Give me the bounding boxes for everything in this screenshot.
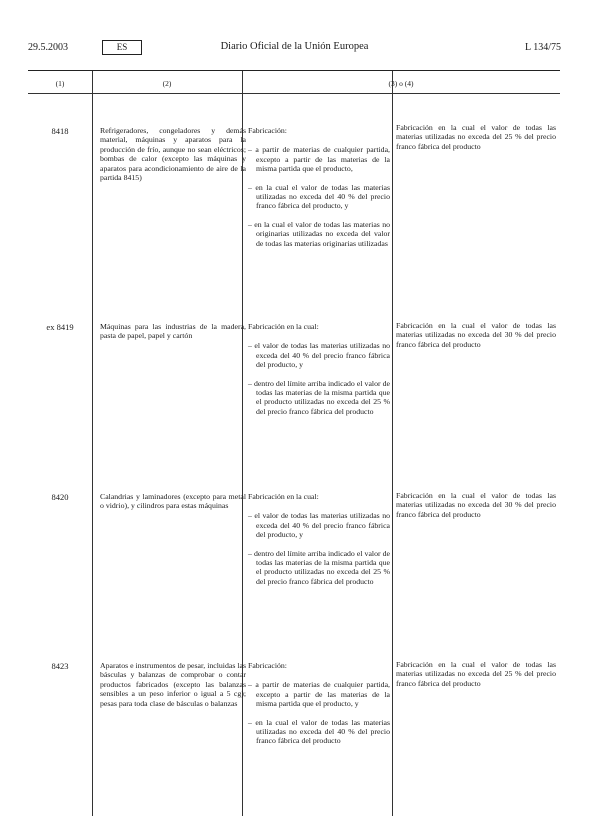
row-code: 8418 (51, 126, 69, 136)
row-alternative: Fabricación en la cual el valor de todas las materias utilizadas no exceda del 25 % del precio franco fábrica del producto (396, 123, 556, 151)
rule-item: – a partir de materias de cualquier partida, excepto a partir de las materias de la misma partida que el producto, (248, 145, 390, 174)
rule-item: – dentro del límite arriba indicado el valor de todas las materias de la misma partida que el producto utilizadas no exceda del 25 % del precio franco fábrica del producto (248, 548, 390, 586)
row-description: Refrigeradores, congeladores y demás material, máquinas y aparatos para la producción de frío, aunque no sean eléctricos; bombas de calor (excepto las máquinas y aparatos para acondicionamiento de aire de la partida 8415) (100, 126, 246, 183)
rule-item: – en la cual el valor de todas las materias utilizadas no exceda del 40 % del precio franco fábrica del producto, y (248, 182, 390, 211)
header-rule (28, 93, 560, 94)
rule-item: – a partir de materias de cualquier partida, excepto a partir de las materias de la misma partida que el producto, y (248, 680, 390, 709)
journal-title: Diario Oficial de la Unión Europea (220, 41, 369, 52)
rule-lead: Fabricación en la cual: (248, 322, 319, 331)
row-description: Aparatos e instrumentos de pesar, incluidas las básculas y balanzas de comprobar o contar productos fabricados (excepto las balanzas sensibles a un peso inferior o igual a 5 cg); pesas para toda clase de básculas o balanzas (100, 661, 246, 708)
rule-lead: Fabricación: (248, 126, 287, 135)
column-header-2: (2) (162, 79, 172, 88)
column-divider (92, 71, 93, 816)
rule-item: – el valor de todas las materias utilizadas no exceda del 40 % del precio franco fábrica del producto, y (248, 511, 390, 540)
rule-lead: Fabricación: (248, 661, 287, 670)
row-description: Máquinas para las industrias de la madera, pasta de papel, papel y cartón (100, 322, 246, 341)
row-rule (248, 126, 390, 257)
header-date: 29.5.2003 (28, 42, 68, 53)
row-rule (248, 492, 390, 595)
rule-lead: Fabricación en la cual: (248, 492, 319, 501)
row-alternative: Fabricación en la cual el valor de todas las materias utilizadas no exceda del 25 % del precio franco fábrica del producto (396, 660, 556, 688)
column-divider (392, 71, 393, 816)
rule-item: – el valor de todas las materias utilizadas no exceda del 40 % del precio franco fábrica del producto, y (248, 341, 390, 370)
row-code: 8423 (51, 661, 69, 671)
rule-item: – en la cual el valor de todas las materias no originarias utilizadas no exceda del valor de todas las materias originarias utilizadas (248, 219, 390, 248)
row-description: Calandrias y laminadores (excepto para metal o vidrio), y cilindros para estas máquinas (100, 492, 246, 511)
rule-item: – dentro del límite arriba indicado el valor de todas las materias de la misma partida que el producto utilizadas no exceda del 25 % del precio franco fábrica del producto (248, 378, 390, 416)
row-code: ex 8419 (46, 322, 74, 332)
row-code: 8420 (51, 492, 69, 502)
row-alternative: Fabricación en la cual el valor de todas las materias utilizadas no exceda del 30 % del precio franco fábrica del producto (396, 321, 556, 349)
rules-table (28, 70, 560, 816)
row-rule (248, 322, 390, 425)
row-rule (248, 661, 390, 755)
column-header-3-4: (3) o (4) (388, 79, 414, 88)
language-badge: ES (102, 40, 142, 55)
column-header-1: (1) (55, 79, 65, 88)
row-alternative: Fabricación en la cual el valor de todas las materias utilizadas no exceda del 30 % del precio franco fábrica del producto (396, 491, 556, 519)
rule-item: – en la cual el valor de todas las materias utilizadas no exceda del 40 % del precio franco fábrica del producto (248, 717, 390, 746)
page-number: L 134/75 (524, 42, 561, 53)
